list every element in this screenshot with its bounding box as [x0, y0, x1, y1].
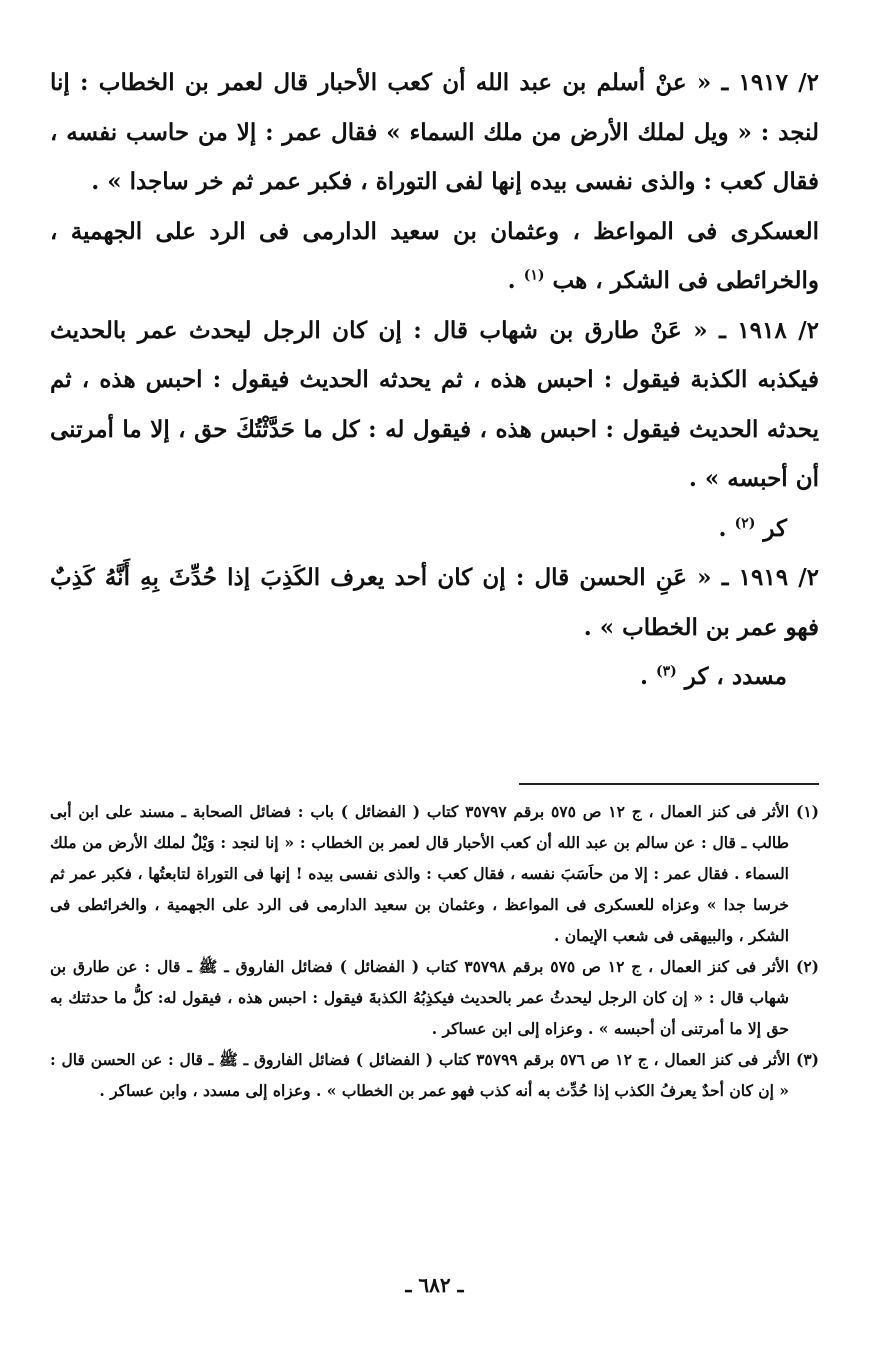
footnote-ref[interactable]: (٢) [734, 514, 756, 531]
period: . [639, 663, 648, 690]
footnote-marker: (١) [795, 802, 819, 821]
footnote-1 [50, 796, 819, 951]
source-text: العسكرى فى المواعظ ، وعثمان بن سعيد الدارمى فى الرد على الجهمية ، والخرائطى فى الشكر ، هب [50, 217, 819, 294]
entry-source [50, 207, 819, 306]
footnote-ref[interactable]: (١) [523, 267, 545, 284]
footnote-text: الأثر فى كنز العمال ، ج ١٢ ص ٥٧٦ برقم ٣٥٧٩٩ كتاب ( الفضائل ) فضائل الفاروق ـ ﷺ ـ قال : عن الحسن قال : « إن كان أحدٌ يعرفُ الكذب إذا حُدِّث به أنه كذب فهو عمر بن الخطاب » . وعزاه إلى مسدد ، وابن عساكر . [50, 1050, 791, 1100]
footnote-ref[interactable]: (٣) [655, 663, 677, 680]
entry-text: ٢/ ١٩١٩ ـ « عَنِ الحسن قال : إن كان أحد يعرف الكَذِبَ إذا حُدِّثَ بِهِ أَنَّهُ كَذِبٌ فهو عمر بن الخطاب » . [50, 564, 819, 641]
hadith-entry-1918 [50, 306, 819, 504]
page-number: ـ ٦٨٢ ـ [405, 1273, 464, 1297]
period: . [718, 514, 727, 542]
source-text: مسدد ، كر [684, 663, 787, 690]
entry-text: ٢/ ١٩١٨ ـ « عَنْ طارق بن شهاب قال : إن كان الرجل ليحدث عمر بالحديث فيكذبه الكذبة فيقول : احبس هذه ، ثم يحدثه الحديث فيقول : احبس هذه ، ثم يحدثه الحديث فيقول : احبس هذه ، فيقول له : كل ما حَدَّثْتُكَ حق ، إلا ما أمرتنى أن أحبسه » . [50, 316, 819, 492]
main-text [50, 58, 819, 702]
footnotes [50, 796, 819, 1106]
footnote-3 [50, 1044, 819, 1106]
footnote-marker: (٢) [795, 957, 819, 976]
hadith-entry-1917 [50, 58, 819, 207]
entry-source [50, 652, 819, 702]
footnote-text: الأثر فى كنز العمال ، ج ١٢ ص ٥٧٥ برقم ٣٥٧٩٨ كتاب ( الفضائل ) فضائل الفاروق ـ ﷺ ـ قال : عن طارق بن شهاب قال : « إن كان الرجل ليحدثُ عمر بالحديث فيكذِبُهُ الكذبةَ فيقول : احبس هذه ، فيقول له: كلُّ ما حدثتك به حق إلا ما أمرتنى أن أحبسه » . وعزاه إلى ابن عساكر . [50, 957, 790, 1038]
footnote-marker: (٣) [795, 1050, 819, 1069]
entry-text: ٢/ ١٩١٧ ـ « عنْ أسلم بن عبد الله أن كعب الأحبار قال لعمر بن الخطاب : إنا لنجد : « ويل لملك الأرض من ملك السماء » فقال عمر : إلا من حاسب نفسه ، فقال كعب : والذى نفسى بيده إنها لفى التوراة ، فكبر عمر ثم خر ساجدا » . [50, 69, 819, 195]
footnote-separator [519, 783, 819, 785]
footnote-text: الأثر فى كنز العمال ، ج ١٢ ص ٥٧٥ برقم ٣٥٧٩٧ كتاب ( الفضائل ) باب : فضائل الصحابة ـ مسند على ابن أبى طالب ـ قال : عن سالم بن عبد الله أن كعب الأحبار قال لعمر بن الخطاب : « إنا لنجد : وَيْلٌ لملك الأرض من ملك السماء . فقال عمر : إلا من حاَسَبَ نفسه ، فقال كعب : والذى نفسى بيده ! إنها فى التوراة لتابعتُها ، فكبر عمر ثم خرسا جدا » وعزاه للعسكرى فى المواعظ ، وعثمان بن سعيد الدارمى فى الرد على الجهمية ، والخرائطى فى الشكر ، والبيهقى فى شعب الإيمان . [50, 802, 790, 945]
footnote-2 [50, 951, 819, 1044]
period: . [507, 267, 516, 294]
source-text: كر [763, 514, 787, 542]
entry-source [50, 504, 819, 554]
book-page [50, 58, 819, 1352]
hadith-entry-1919 [50, 553, 819, 652]
